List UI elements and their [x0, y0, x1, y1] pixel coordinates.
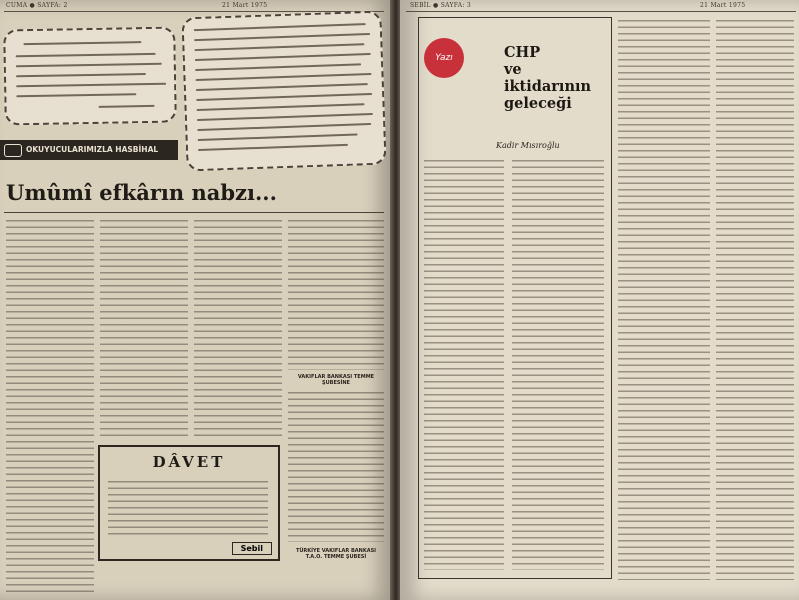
davet-advertisement [98, 445, 280, 561]
left-page-header: CUMA ● SAYFA: 2 [6, 2, 68, 9]
article-column-3 [194, 220, 282, 438]
bank-ad-footer: TÜRKİYE VAKIFLAR BANKASI T.A.O. TEMME ŞUBESİ [295, 548, 377, 560]
article-title-line1: CHP [504, 44, 541, 61]
article-title-line2: ve [504, 61, 522, 78]
left-page-date: 21 Mart 1975 [222, 2, 268, 9]
handwritten-letter-2 [181, 11, 386, 172]
right-article-column-2 [512, 160, 604, 570]
right-page-date: 21 Mart 1975 [700, 2, 746, 9]
article-column-1 [6, 220, 94, 594]
section-banner [0, 140, 178, 160]
right-article-column-1 [424, 160, 504, 570]
right-article-column-4 [716, 20, 794, 580]
bank-ad-text [288, 392, 384, 542]
article-title-line4: geleceği [504, 95, 572, 112]
handwritten-letter-1 [3, 27, 177, 126]
article-title-line3: iktidarının [504, 78, 592, 95]
header-rule-right [406, 11, 796, 12]
book-icon [4, 144, 22, 157]
yazi-logo: Yazı [424, 38, 464, 78]
left-newspaper-page [0, 0, 393, 600]
article-column-4 [288, 220, 384, 370]
section-banner-label: OKUYUCULARIMIZLA HASBİHAL [26, 145, 159, 154]
article-author: Kadir Mısıroğlu [496, 141, 560, 150]
article-column-2 [100, 220, 188, 438]
davet-text [108, 481, 268, 537]
right-page-header: SEBİL ● SAYFA: 3 [410, 2, 471, 9]
bank-ad-title: VAKIFLAR BANKASI TEMME ŞUBESİNE [297, 374, 375, 386]
right-article-column-3 [618, 20, 710, 580]
page-headline: Umûmî efkârın nabzı... [6, 180, 277, 205]
sebil-signature: Sebil [232, 542, 272, 555]
headline-rule [4, 212, 384, 213]
davet-title: DÂVET [152, 453, 226, 471]
